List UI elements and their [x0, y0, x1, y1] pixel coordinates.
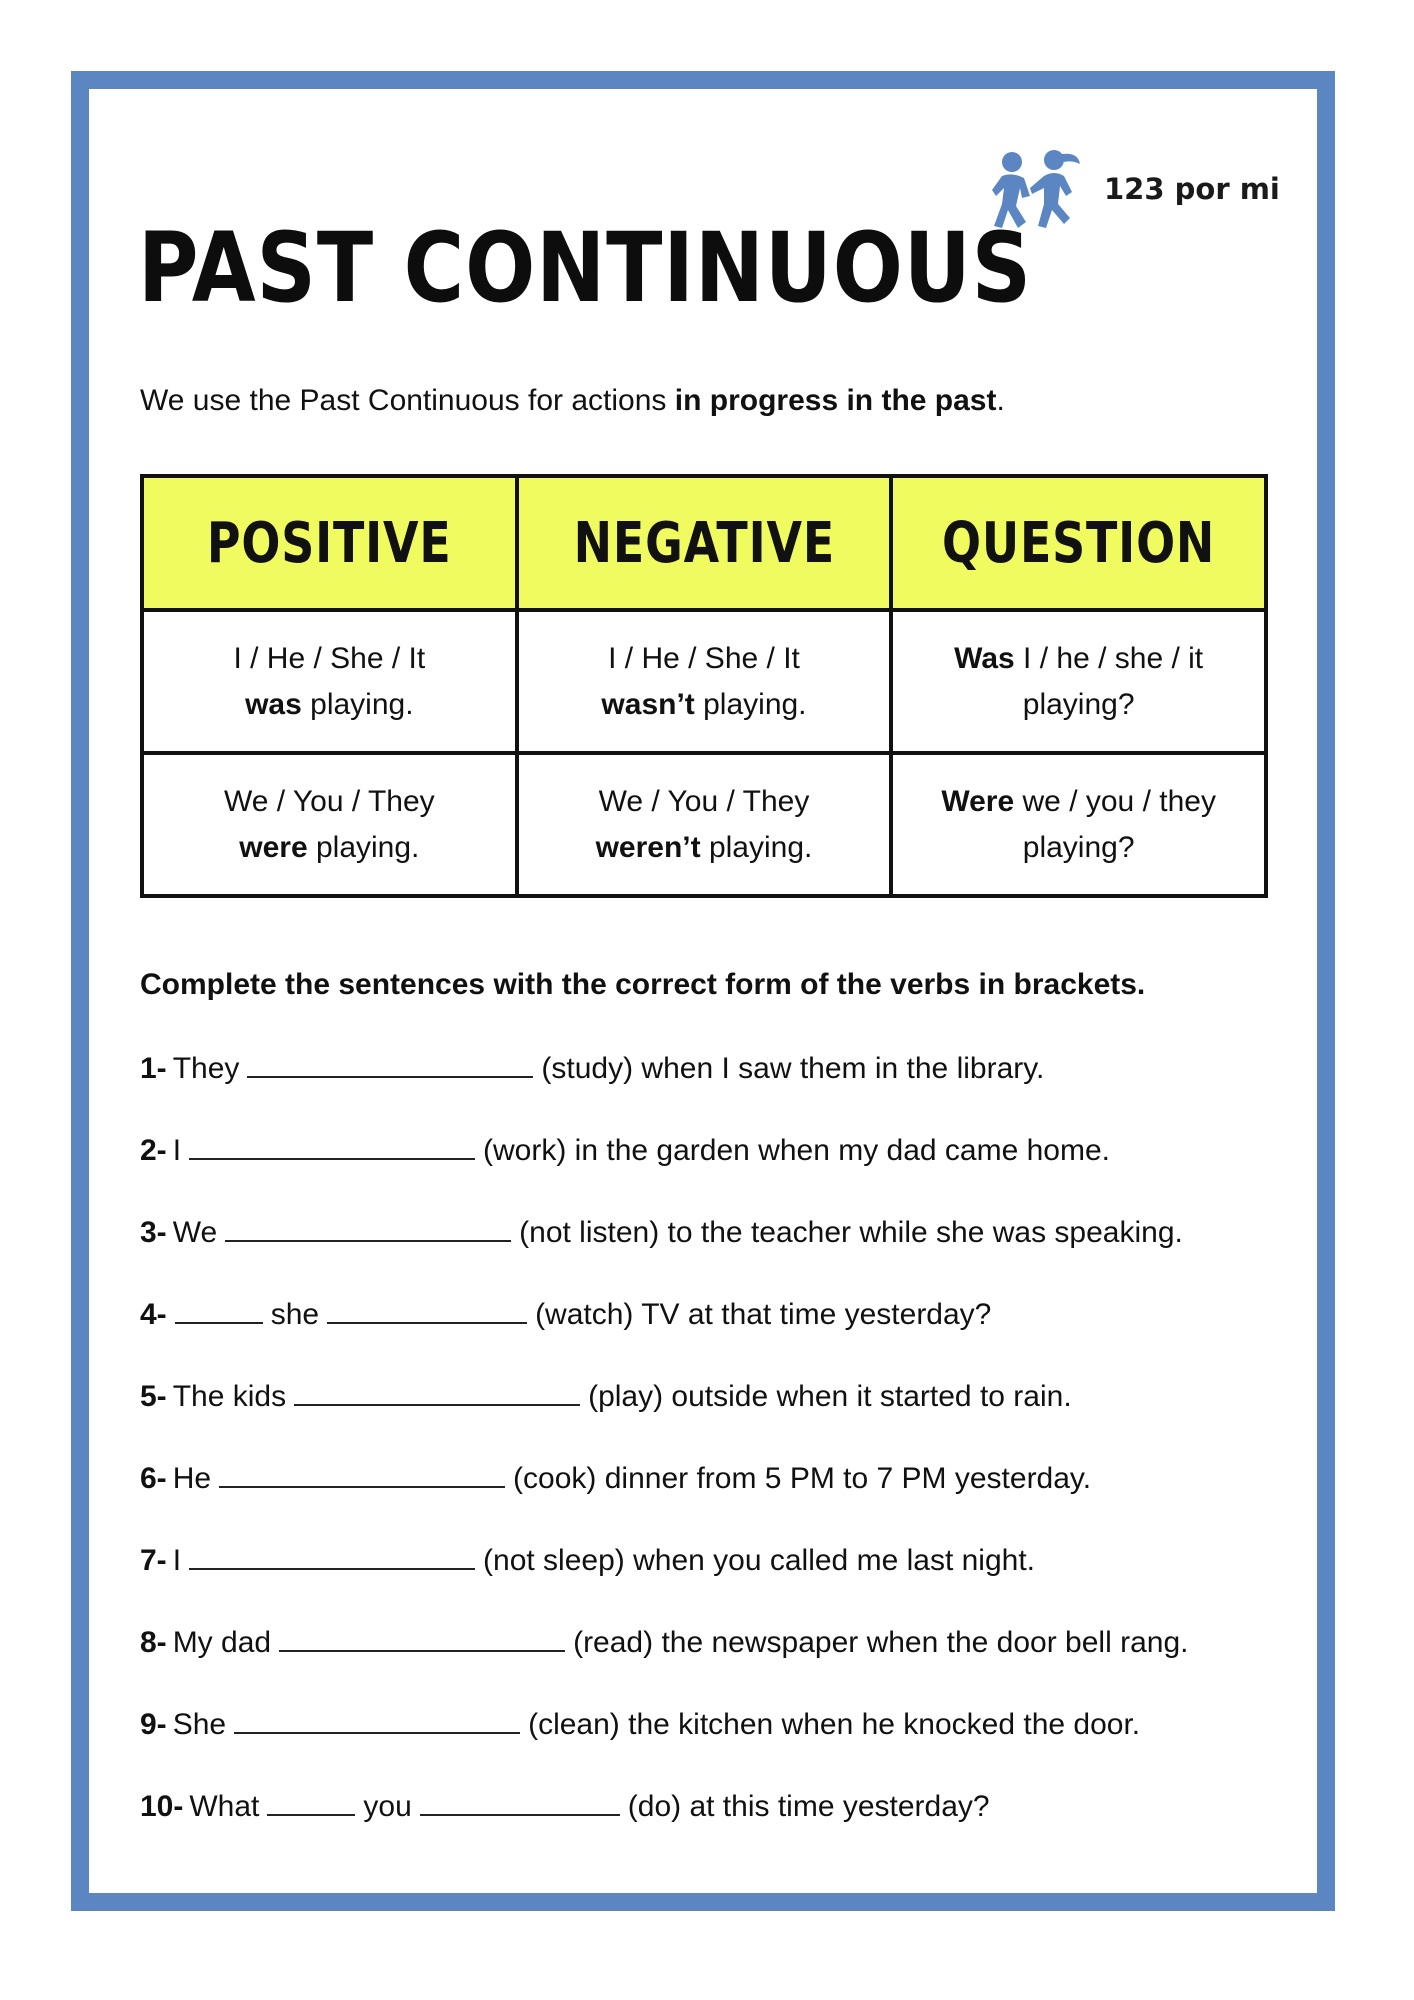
answer-blank[interactable]	[267, 1790, 355, 1816]
cell-question-plural: Were we / you / they playing?	[891, 753, 1266, 896]
answer-blank[interactable]	[175, 1298, 263, 1324]
answer-blank[interactable]	[219, 1462, 505, 1488]
exercise-item: 8- My dad (read) the newspaper when the door bell rang.	[140, 1626, 1189, 1659]
exercise-item: 5- The kids (play) outside when it started to rain.	[140, 1380, 1072, 1413]
exercise-item: 2- I (work) in the garden when my dad came home.	[140, 1134, 1110, 1167]
table-row	[142, 753, 1266, 896]
answer-blank[interactable]	[189, 1134, 475, 1160]
answer-blank[interactable]	[189, 1544, 475, 1570]
cell-negative-singular: I / He / She / It wasn’t playing.	[517, 610, 892, 753]
answer-blank[interactable]	[420, 1790, 620, 1816]
exercise-item: 3- We (not listen) to the teacher while she was speaking.	[140, 1216, 1183, 1249]
cell-positive-singular: I / He / She / It was playing.	[142, 610, 517, 753]
exercise-item: 9- She (clean) the kitchen when he knocked the door.	[140, 1708, 1141, 1741]
answer-blank[interactable]	[294, 1380, 580, 1406]
exercise-item: 4- she (watch) TV at that time yesterday?	[140, 1298, 992, 1331]
answer-blank[interactable]	[234, 1708, 520, 1734]
exercise-item: 7- I (not sleep) when you called me last night.	[140, 1544, 1035, 1577]
answer-blank[interactable]	[247, 1052, 533, 1078]
header-negative: NEGATIVE	[517, 476, 892, 610]
brand-name: 123 por mi	[1104, 172, 1280, 206]
exercise-item: 10- What you (do) at this time yesterday?	[140, 1790, 990, 1823]
exercise-item: 6- He (cook) dinner from 5 PM to 7 PM yesterday.	[140, 1462, 1092, 1495]
cell-positive-plural: We / You / They were playing.	[142, 753, 517, 896]
answer-blank[interactable]	[327, 1298, 527, 1324]
answer-blank[interactable]	[225, 1216, 511, 1242]
answer-blank[interactable]	[279, 1626, 565, 1652]
header-question: QUESTION	[891, 476, 1266, 610]
page-title: PAST CONTINUOUS	[138, 212, 1032, 324]
exercise-item: 1- They (study) when I saw them in the library.	[140, 1052, 1045, 1085]
intro-text: We use the Past Continuous for actions in progress in the past.	[140, 384, 1005, 417]
table-header-row	[142, 476, 1266, 610]
table-row	[142, 610, 1266, 753]
exercise-instruction: Complete the sentences with the correct form of the verbs in brackets.	[140, 968, 1146, 1001]
grammar-table	[140, 474, 1268, 898]
header-positive: POSITIVE	[142, 476, 517, 610]
cell-question-singular: Was I / he / she / it playing?	[891, 610, 1266, 753]
cell-negative-plural: We / You / They weren’t playing.	[517, 753, 892, 896]
